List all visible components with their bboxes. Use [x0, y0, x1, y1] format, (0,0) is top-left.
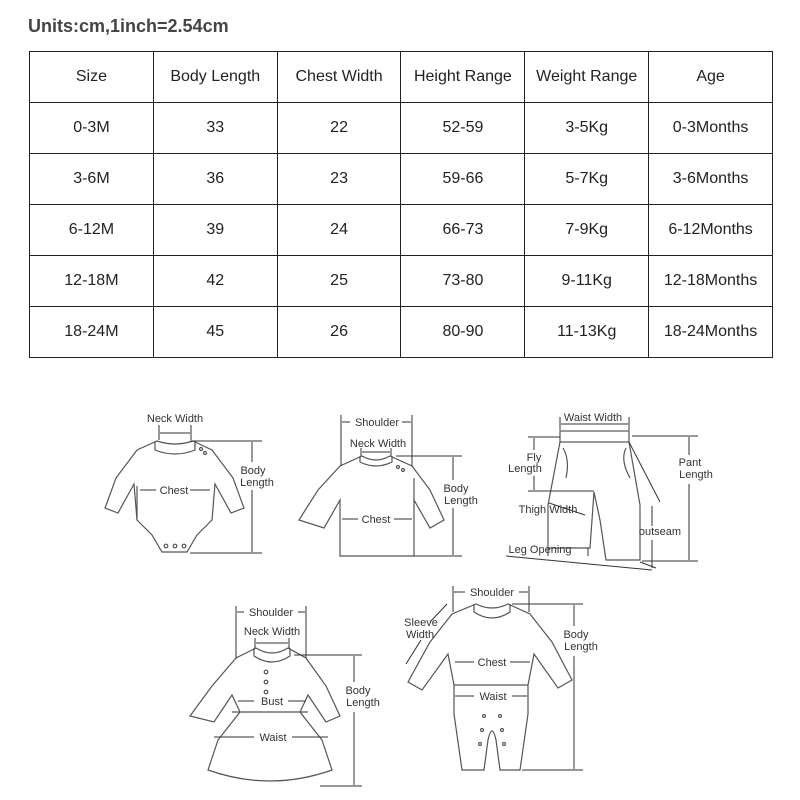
- cell-size: 0-3M: [30, 103, 154, 154]
- table-row: [30, 154, 773, 205]
- cell-chest-width: 24: [277, 205, 401, 256]
- bodysuit-diagram: [105, 413, 274, 553]
- bodysuit-body-length-label-2: Length: [240, 477, 274, 489]
- header-chest-width: Chest Width: [277, 52, 401, 103]
- shirt-shoulder-label: Shoulder: [354, 417, 400, 429]
- cell-body-length: 36: [153, 154, 277, 205]
- romper-sleeve-width-label-1: Sleeve: [404, 617, 438, 629]
- pants-fly-length-label-1: Fly: [526, 452, 542, 464]
- shirt-diagram: [299, 415, 478, 556]
- bodysuit-chest-label: Chest: [159, 485, 189, 497]
- shirt-outline: [299, 456, 444, 556]
- dress-body-length-label-1: Body: [345, 685, 371, 697]
- cell-size: 6-12M: [30, 205, 154, 256]
- cell-height-range: 52-59: [401, 103, 525, 154]
- pants-leg-opening-label: Leg Opening: [508, 544, 572, 556]
- romper-chest-label: Chest: [477, 657, 507, 669]
- cell-body-length: 42: [153, 256, 277, 307]
- cell-height-range: 73-80: [401, 256, 525, 307]
- pants-outline: [548, 442, 640, 560]
- romper-body-length-label-1: Body: [563, 629, 589, 641]
- romper-shoulder-label: Shoulder: [469, 587, 515, 599]
- cell-weight-range: 5-7Kg: [525, 154, 649, 205]
- cell-body-length: 45: [153, 307, 277, 358]
- romper-body-length-label-2: Length: [564, 641, 598, 653]
- header-size: Size: [30, 52, 154, 103]
- cell-height-range: 59-66: [401, 154, 525, 205]
- shirt-chest-label: Chest: [361, 514, 391, 526]
- cell-age: 12-18Months: [649, 256, 773, 307]
- romper-diagram: [404, 586, 598, 770]
- table-row: [30, 103, 773, 154]
- cell-chest-width: 26: [277, 307, 401, 358]
- dress-outline: [190, 648, 340, 781]
- measurement-diagrams: [0, 395, 800, 800]
- dress-waist-label: Waist: [259, 732, 287, 744]
- cell-age: 6-12Months: [649, 205, 773, 256]
- cell-age: 0-3Months: [649, 103, 773, 154]
- cell-weight-range: 7-9Kg: [525, 205, 649, 256]
- shirt-body-length-label-1: Body: [443, 483, 469, 495]
- bodysuit-collar: [155, 441, 195, 454]
- bodysuit-body-length-label-1: Body: [240, 465, 266, 477]
- cell-size: 18-24M: [30, 307, 154, 358]
- cell-age: 3-6Months: [649, 154, 773, 205]
- pants-pant-length-label-2: Length: [679, 469, 713, 481]
- size-chart-table: [29, 51, 773, 358]
- dress-bust-label: Bust: [260, 696, 284, 708]
- pants-thigh-width-label: Thigh Width: [518, 504, 578, 516]
- dress-body-length-label-2: Length: [346, 697, 380, 709]
- table-row: [30, 307, 773, 358]
- romper-sleeve-width-label-2: Width: [405, 629, 435, 641]
- table-header-row: [30, 52, 773, 103]
- romper-waist-label: Waist: [479, 691, 507, 703]
- shirt-body-length-label-2: Length: [444, 495, 478, 507]
- table-row: [30, 256, 773, 307]
- cell-chest-width: 25: [277, 256, 401, 307]
- pants-waist-width-label: Waist Width: [563, 412, 623, 424]
- cell-height-range: 66-73: [401, 205, 525, 256]
- cell-chest-width: 23: [277, 154, 401, 205]
- cell-size: 12-18M: [30, 256, 154, 307]
- header-height-range: Height Range: [401, 52, 525, 103]
- header-age: Age: [649, 52, 773, 103]
- dress-shoulder-label: Shoulder: [248, 607, 294, 619]
- pants-fly-length-label-2: Length: [508, 463, 542, 475]
- cell-body-length: 39: [153, 205, 277, 256]
- bodysuit-neck-width-label: Neck Width: [146, 413, 204, 425]
- header-body-length: Body Length: [153, 52, 277, 103]
- cell-age: 18-24Months: [649, 307, 773, 358]
- cell-body-length: 33: [153, 103, 277, 154]
- pants-diagram: [506, 412, 713, 570]
- dress-diagram: [190, 606, 380, 786]
- pants-waistband: [560, 431, 629, 442]
- table-row: [30, 205, 773, 256]
- cell-weight-range: 3-5Kg: [525, 103, 649, 154]
- dress-neck-width-label: Neck Width: [243, 626, 301, 638]
- cell-weight-range: 9-11Kg: [525, 256, 649, 307]
- pants-pant-length-label-1: Pant: [678, 457, 702, 469]
- units-note: Units:cm,1inch=2.54cm: [28, 16, 229, 36]
- cell-weight-range: 11-13Kg: [525, 307, 649, 358]
- cell-height-range: 80-90: [401, 307, 525, 358]
- pants-outseam-label: outseam: [638, 526, 682, 538]
- cell-chest-width: 22: [277, 103, 401, 154]
- cell-size: 3-6M: [30, 154, 154, 205]
- header-weight-range: Weight Range: [525, 52, 649, 103]
- shirt-neck-width-label: Neck Width: [349, 438, 407, 450]
